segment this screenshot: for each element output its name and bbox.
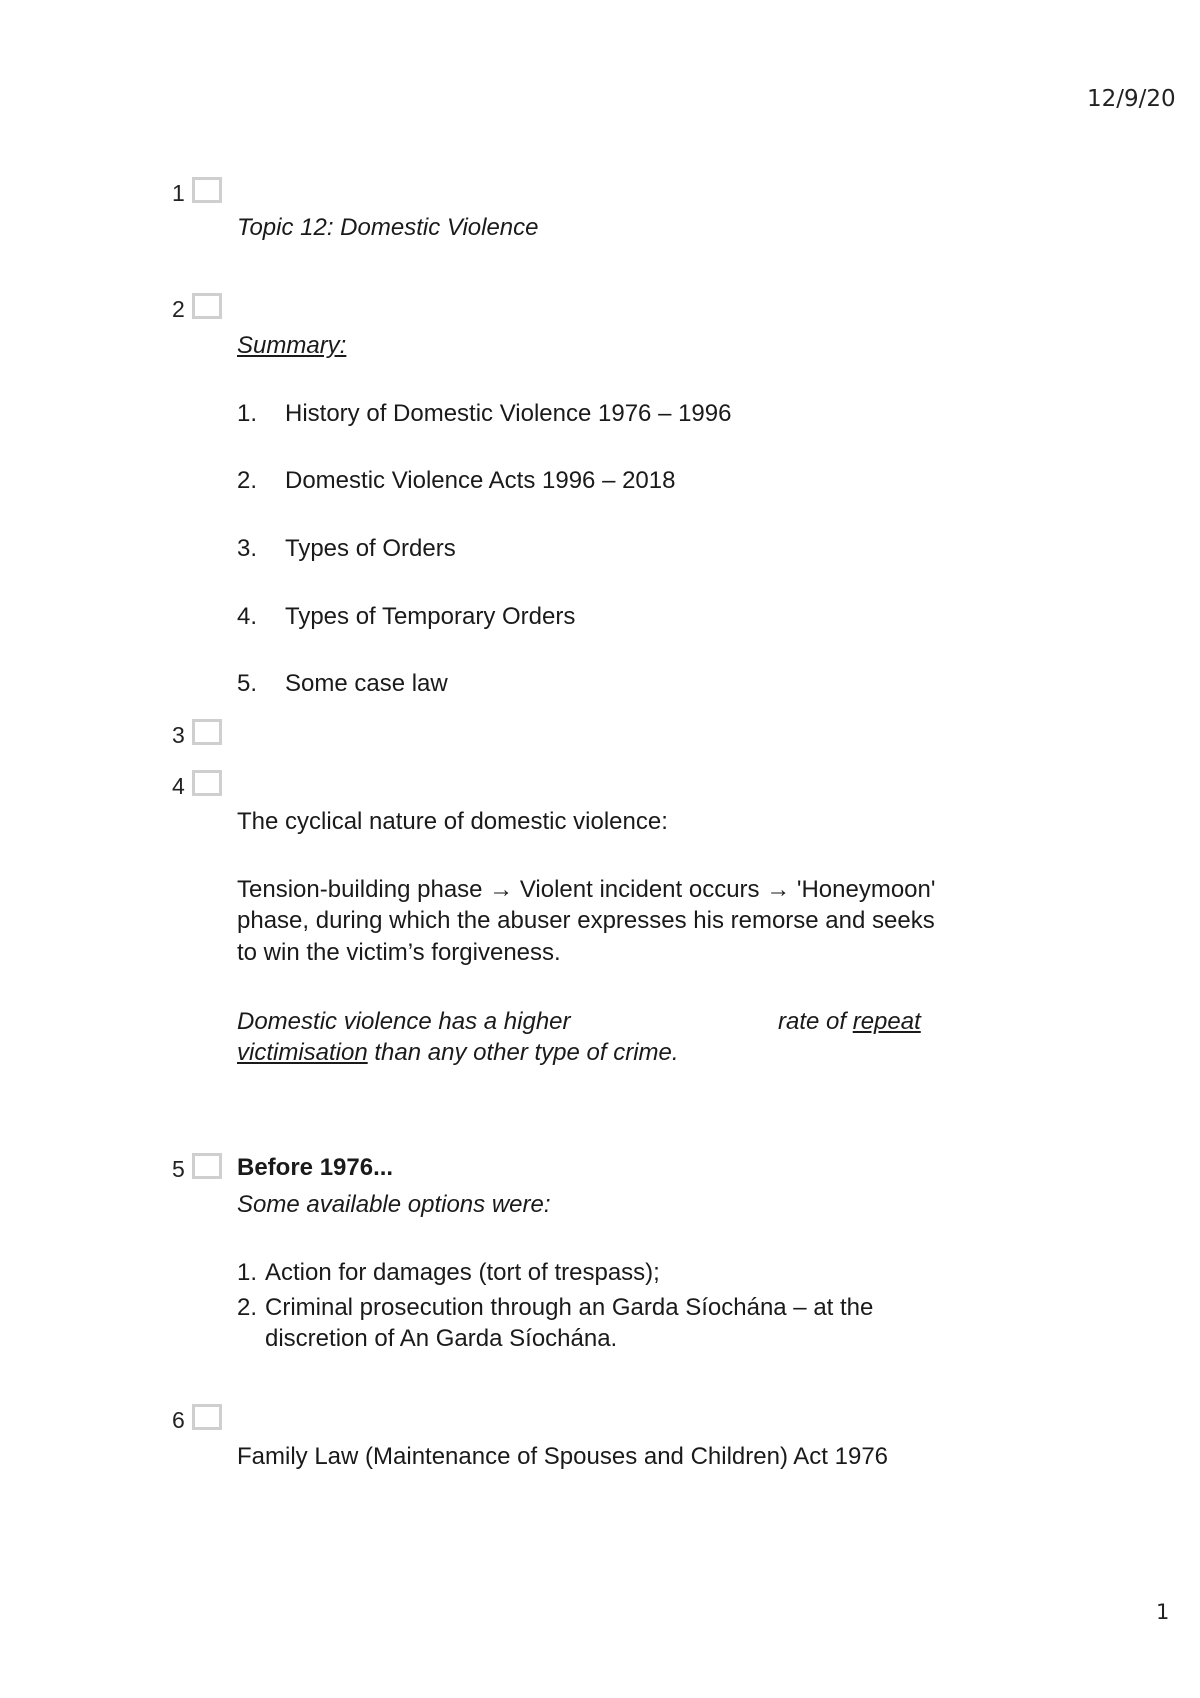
- list-item-text: Action for damages (tort of trespass);: [265, 1259, 660, 1286]
- emphasis-text: [237, 1039, 679, 1067]
- list-item-number: 3.: [237, 535, 258, 562]
- slide-title: Topic 12: Domestic Violence: [237, 214, 539, 241]
- page-number: 1: [1156, 1600, 1170, 1624]
- list-item-number: 2.: [237, 1294, 258, 1321]
- list-item-text: Domestic Violence Acts 1996 – 2018: [285, 467, 676, 494]
- paragraph-line: phase, during which the abuser expresses his remorse and seeks: [237, 907, 935, 934]
- list-item: [237, 603, 575, 631]
- emphasis-text: Domestic violence has a higher: [237, 1008, 571, 1035]
- list-item-number: 1.: [237, 1259, 258, 1286]
- emphasis-text: [778, 1008, 921, 1036]
- list-item-text: Some case law: [285, 670, 448, 697]
- slide-heading: The cyclical nature of domestic violence:: [237, 808, 668, 835]
- slide-heading: Before 1976...: [237, 1154, 394, 1181]
- slide-number: 2: [172, 296, 185, 322]
- slide-number: 5: [172, 1156, 185, 1182]
- list-item-continuation: discretion of An Garda Síochána.: [265, 1325, 618, 1352]
- emphasis-underlined: repeat: [852, 1008, 921, 1035]
- slide-thumbnail-icon[interactable]: [192, 1153, 222, 1179]
- slide-subheading: Some available options were:: [237, 1191, 551, 1218]
- slide-thumbnail-icon[interactable]: [192, 770, 222, 796]
- slide-number: 6: [172, 1407, 185, 1433]
- list-item: [237, 467, 675, 495]
- slide-thumbnail-icon[interactable]: [192, 1404, 222, 1430]
- list-item-text: Criminal prosecution through an Garda Síochána – at the: [265, 1294, 874, 1321]
- list-item-text: History of Domestic Violence 1976 – 1996: [285, 400, 732, 427]
- list-item-number: 5.: [237, 670, 258, 697]
- emphasis-fragment: rate of: [778, 1008, 853, 1035]
- list-item: [237, 535, 456, 563]
- list-item: [237, 400, 731, 428]
- slide-thumbnail-icon[interactable]: [192, 719, 222, 745]
- list-item-text: Types of Orders: [285, 535, 456, 562]
- list-item-text: Types of Temporary Orders: [285, 603, 576, 630]
- paragraph-line: Tension-building phase → Violent incident occurs → 'Honeymoon': [237, 876, 936, 903]
- list-item-number: 4.: [237, 603, 258, 630]
- list-item: [237, 670, 448, 698]
- list-item-number: 2.: [237, 467, 258, 494]
- paragraph-line: to win the victim’s forgiveness.: [237, 939, 561, 966]
- list-item-number: 1.: [237, 400, 258, 427]
- emphasis-fragment: than any other type of crime.: [367, 1039, 679, 1066]
- summary-heading: Summary:: [237, 332, 347, 359]
- page-date: 12/9/20: [1087, 86, 1176, 112]
- slide-number: 3: [172, 722, 185, 748]
- slide-number: 4: [172, 773, 185, 799]
- list-item: [237, 1294, 873, 1322]
- list-item: [237, 1259, 660, 1287]
- slide-thumbnail-icon[interactable]: [192, 293, 222, 319]
- slide-thumbnail-icon[interactable]: [192, 177, 222, 203]
- emphasis-underlined: victimisation: [237, 1039, 368, 1066]
- slide-number: 1: [172, 180, 185, 206]
- slide-title: Family Law (Maintenance of Spouses and Children) Act 1976: [237, 1443, 889, 1470]
